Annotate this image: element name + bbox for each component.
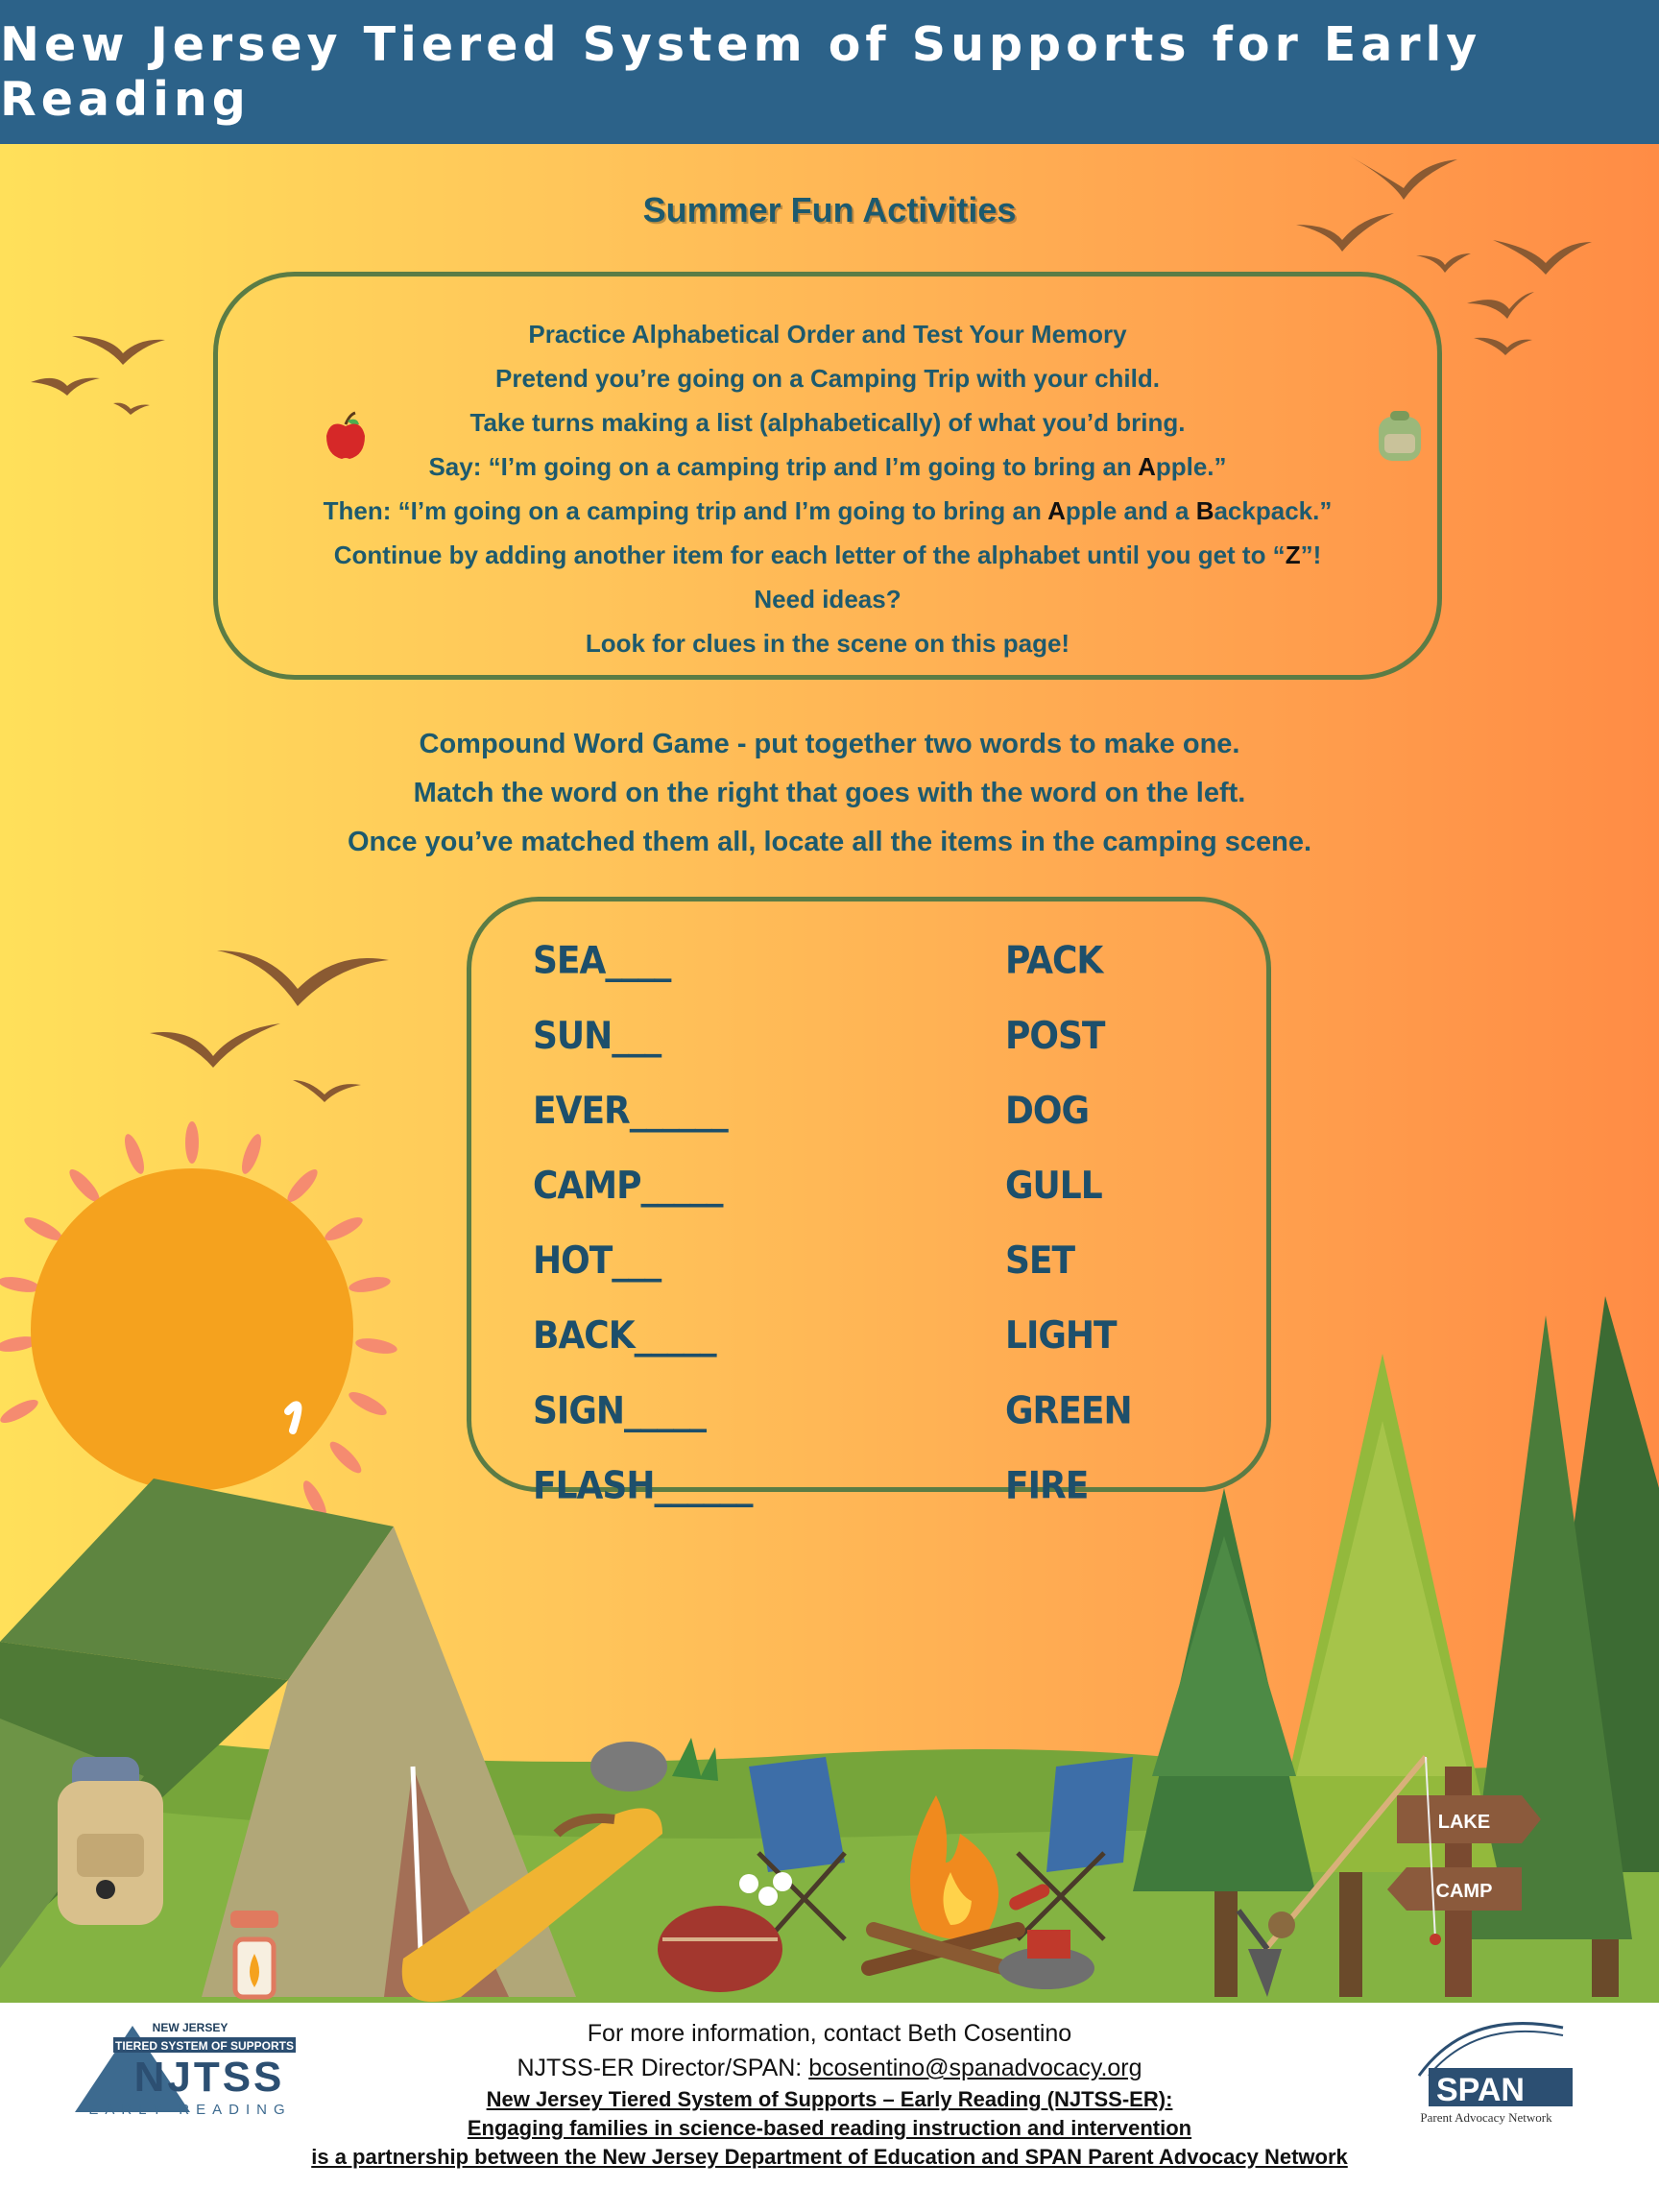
left-word: SEA____: [533, 939, 671, 983]
email-link[interactable]: bcosentino@spanadvocacy.org: [808, 2055, 1142, 2081]
sun-icon: [0, 1121, 398, 1522]
memory-line-then: Then: “I’m going on a camping trip and I’m going to bring an Apple and a Backpack.”: [323, 496, 1333, 525]
memory-line-2: Pretend you’re going on a Camping Trip with your child.: [495, 364, 1160, 393]
left-word: SIGN_____: [533, 1389, 706, 1433]
svg-text:TIERED SYSTEM OF SUPPORTS: TIERED SYSTEM OF SUPPORTS: [114, 2039, 295, 2053]
sign-camp-label: CAMP: [1435, 1881, 1493, 1902]
memory-line-need-ideas: Need ideas?: [754, 585, 902, 613]
sign-lake-label: LAKE: [1437, 1812, 1491, 1833]
partnership-line-2: Engaging families in science-based reading instruction and intervention: [467, 2116, 1192, 2140]
right-word: LIGHT: [1005, 1314, 1117, 1358]
svg-text:NJTSS: NJTSS: [133, 2054, 285, 2101]
compound-word-intro: [0, 720, 1659, 867]
right-word: FIRE: [1005, 1464, 1089, 1508]
njtss-logo: [75, 2016, 305, 2122]
footer-contact-line: For more information, contact Beth Cosentino: [587, 2020, 1072, 2047]
page-title: New Jersey Tiered System of Supports for Early Reading: [0, 17, 1482, 127]
left-word: FLASH______: [533, 1464, 753, 1508]
left-word: BACK_____: [533, 1314, 716, 1358]
left-word: SUN___: [533, 1014, 661, 1058]
svg-text:Parent Advocacy Network: Parent Advocacy Network: [1420, 2110, 1552, 2125]
memory-line-1: Practice Alphabetical Order and Test Your Memory: [528, 320, 1127, 349]
footer-director-line: NJTSS-ER Director/SPAN: bcosentino@spanadvocacy.org: [517, 2055, 1142, 2081]
partnership-line-3: is a partnership between the New Jersey Department of Education and SPAN Parent Advocacy Network: [311, 2145, 1348, 2169]
left-word: EVER______: [533, 1089, 728, 1133]
memory-line-clues: Look for clues in the scene on this page!: [585, 629, 1070, 658]
right-word: PACK: [1005, 939, 1103, 983]
right-word: DOG: [1005, 1089, 1090, 1133]
right-word: SET: [1005, 1238, 1075, 1283]
memory-line-3: Take turns making a list (alphabetically) of what you’d bring.: [469, 408, 1186, 437]
memory-activity-text: [213, 312, 1442, 665]
main-content: [0, 144, 1659, 2003]
svg-text:SPAN: SPAN: [1436, 2072, 1525, 2108]
compound-line-2: Match the word on the right that goes with the word on the left.: [413, 778, 1246, 808]
svg-text:NEW JERSEY: NEW JERSEY: [152, 2021, 228, 2034]
right-word: GULL: [1005, 1164, 1102, 1208]
right-word-list: [1005, 924, 1132, 1524]
memory-line-continue: Continue by adding another item for each letter of the alphabet until you get to “Z”!: [333, 541, 1322, 569]
header-banner: [0, 0, 1659, 144]
left-word: HOT___: [533, 1238, 661, 1283]
compound-line-3: Once you’ve matched them all, locate all the items in the camping scene.: [347, 827, 1312, 857]
span-logo: [1390, 2008, 1592, 2133]
section-title: Summer Fun Activities: [642, 190, 1017, 229]
left-word-list: [533, 924, 752, 1524]
right-word: POST: [1005, 1014, 1105, 1058]
compound-line-1: Compound Word Game - put together two words to make one.: [419, 729, 1240, 759]
lantern-icon: [230, 1911, 278, 1997]
memory-line-say: Say: “I’m going on a camping trip and I’m going to bring an Apple.”: [428, 452, 1227, 481]
right-word: GREEN: [1005, 1389, 1132, 1433]
partnership-line-1: New Jersey Tiered System of Supports – Early Reading (NJTSS-ER):: [486, 2087, 1173, 2111]
left-word: CAMP_____: [533, 1164, 723, 1208]
svg-text:EARLY READING: EARLY READING: [88, 2102, 292, 2118]
